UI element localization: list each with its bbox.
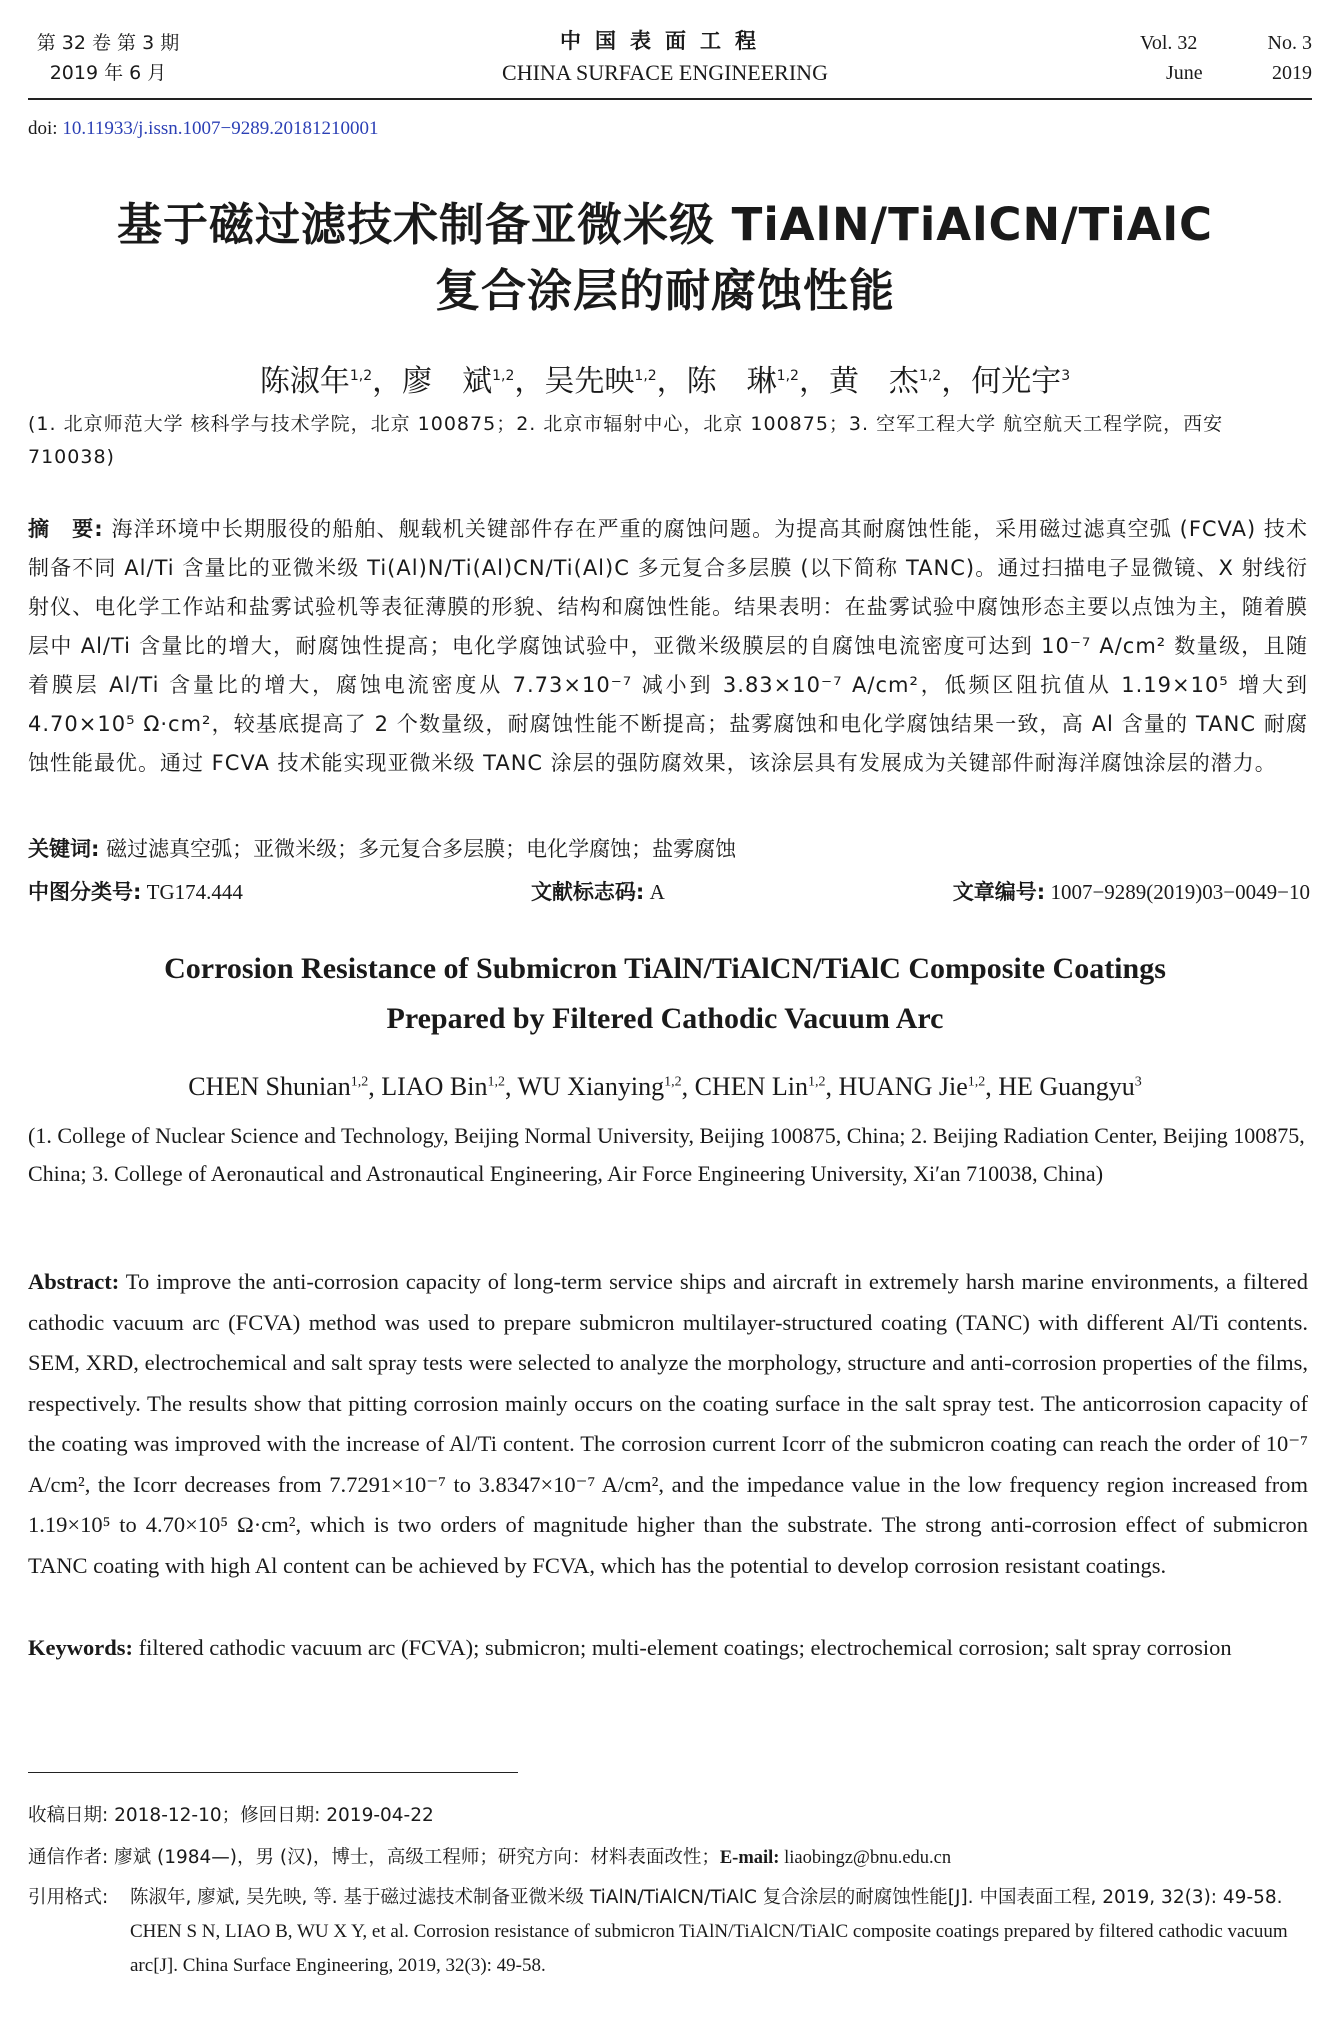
cn-author-affil-mark: 1,2 xyxy=(492,368,515,384)
corresponding-label: 通信作者: xyxy=(28,1847,109,1868)
article-number xyxy=(953,876,1310,906)
doi-line xyxy=(28,118,378,140)
cn-author-separator: ， xyxy=(514,364,545,399)
email-label: E-mail: xyxy=(719,1848,780,1868)
document-code xyxy=(531,876,665,906)
citation-en: CHEN S N, LIAO B, WU X Y, et al. Corrosion resistance of submicron TiAlN/TiAlCN/TiAlC composite coatings prepared by filtered cathodic vacuum arc[J]. China Surface Engineering, 2019, 32(3): 49-58. xyxy=(130,1921,1288,1976)
cn-author-affil-mark: 3 xyxy=(1061,368,1071,384)
footnote-corresponding xyxy=(28,1841,1310,1875)
cn-author-name: 陈 琳 xyxy=(686,364,777,399)
header-rule xyxy=(28,98,1312,100)
title-cn-line1: 基于磁过滤技术制备亚微米级 TiAlN/TiAlCN/TiAlC xyxy=(116,198,1214,251)
clc-value: TG174.444 xyxy=(141,880,243,904)
en-author-affil-mark: 1,2 xyxy=(487,1074,505,1090)
clc-number xyxy=(28,876,243,906)
journal-name xyxy=(0,26,1330,90)
doc-code-label: 文献标志码: xyxy=(530,880,645,904)
revised-label: 修回日期: xyxy=(240,1805,321,1826)
en-author-affil-mark: 1,2 xyxy=(967,1074,986,1090)
keywords-en-text: filtered cathodic vacuum arc (FCVA); submicron; multi-element coatings; electrochemical corrosion; salt spray corrosion xyxy=(133,1635,1232,1660)
en-author-separator: , xyxy=(985,1072,999,1101)
cn-author-name: 廖 斌 xyxy=(402,364,493,399)
en-author-affil-mark: 1,2 xyxy=(664,1074,682,1090)
en-author-affil-mark: 3 xyxy=(1134,1074,1142,1090)
doi-label: doi: xyxy=(28,118,63,139)
keywords-cn-label: 关键词: xyxy=(28,837,100,861)
footnote-dates xyxy=(28,1799,1310,1833)
title-en-line2: Prepared by Filtered Cathodic Vacuum Arc xyxy=(386,1002,944,1035)
year-en: 2019 xyxy=(1272,62,1312,84)
header-vol-no xyxy=(1140,28,1312,88)
authors-en xyxy=(0,1072,1330,1102)
month-en: June xyxy=(1166,62,1203,84)
page-title-en xyxy=(0,944,1330,1044)
keywords-cn-text: 磁过滤真空弧；亚微米级；多元复合多层膜；电化学腐蚀；盐雾腐蚀 xyxy=(99,837,737,861)
abstract-en-label: Abstract: xyxy=(28,1269,120,1294)
volume-en: Vol. 32 xyxy=(1140,32,1198,54)
cn-author-affil-mark: 1,2 xyxy=(349,368,373,384)
doi-link[interactable]: 10.11933/j.issn.1007−9289.20181210001 xyxy=(62,118,379,139)
en-author-separator: , xyxy=(825,1072,839,1101)
cn-author-separator: ， xyxy=(798,364,829,399)
affiliation-en: (1. College of Nuclear Science and Technology, Beijing Normal University, Beijing 100875, China; 2. Beijing Radiation Center, Beijing 100875, China; 3. College of Aeronautical and Astronautical Engineering, Air Force Engineering University, Xi′an 710038, China) xyxy=(28,1123,1305,1186)
affiliation-cn: (1. 北京师范大学 核科学与技术学院，北京 100875；2. 北京市辐射中心，北京 100875；3. 空军工程大学 航空航天工程学院，西安 710038) xyxy=(28,413,1224,468)
cn-author-separator: ， xyxy=(656,364,687,399)
email-address[interactable]: liaobingz@bnu.edu.cn xyxy=(779,1848,952,1868)
volume-issue-cn: 第 32 卷 第 3 期 xyxy=(36,32,180,54)
journal-name-cn: 中国表面工程 xyxy=(560,29,770,53)
page-title-cn xyxy=(0,192,1330,324)
cn-author-name: 黄 杰 xyxy=(828,364,919,399)
doc-code-value: A xyxy=(644,880,665,904)
date-cn: 2019 年 6 月 xyxy=(49,62,167,84)
en-author-affil-mark: 1,2 xyxy=(807,1074,826,1090)
footnote-rule xyxy=(28,1772,518,1773)
en-author-name: WU Xianying xyxy=(517,1072,665,1101)
en-author-name: HUANG Jie xyxy=(838,1072,968,1101)
abstract-en xyxy=(28,1262,1308,1586)
article-number-value: 1007−9289(2019)03−0049−10 xyxy=(1045,880,1310,904)
revised-date: 2019-04-22 xyxy=(320,1805,434,1826)
article-number-label: 文章编号: xyxy=(952,880,1046,904)
abstract-cn-label: 摘 要: xyxy=(28,517,104,541)
journal-name-en: CHINA SURFACE ENGINEERING xyxy=(502,60,828,85)
en-author-name: HE Guangyu xyxy=(998,1072,1135,1101)
cn-author-separator: ， xyxy=(372,364,403,399)
en-author-affil-mark: 1,2 xyxy=(350,1074,369,1090)
keywords-cn xyxy=(28,833,1308,863)
en-author-separator: , xyxy=(681,1072,695,1101)
en-author-name: LIAO Bin xyxy=(381,1072,488,1101)
en-author-name: CHEN Lin xyxy=(694,1072,808,1101)
cn-author-affil-mark: 1,2 xyxy=(776,368,799,384)
corresponding-author: 廖斌 (1984—)，男 (汉)，博士，高级工程师；研究方向：材料表面改性； xyxy=(108,1847,720,1868)
en-author-separator: , xyxy=(368,1072,382,1101)
keywords-en-label: Keywords: xyxy=(28,1635,133,1660)
classification-row xyxy=(28,876,1310,906)
abstract-cn xyxy=(28,510,1308,783)
citation-label: 引用格式: xyxy=(28,1887,109,1908)
title-cn-line2: 复合涂层的耐腐蚀性能 xyxy=(434,264,895,317)
keywords-en xyxy=(28,1628,1308,1669)
cn-author-separator: ， xyxy=(941,364,972,399)
cn-author-name: 陈淑年 xyxy=(259,364,350,399)
cn-author-affil-mark: 1,2 xyxy=(918,368,942,384)
number-en: No. 3 xyxy=(1267,32,1312,54)
cn-author-name: 吴先映 xyxy=(544,364,635,399)
title-en-line1: Corrosion Resistance of Submicron TiAlN/TiAlCN/TiAlC Composite Coatings xyxy=(164,952,1166,985)
received-label: 收稿日期: xyxy=(28,1805,109,1826)
en-author-name: CHEN Shunian xyxy=(188,1072,351,1101)
footnote-citation xyxy=(28,1881,1310,1983)
authors-cn xyxy=(0,356,1330,400)
en-author-separator: , xyxy=(504,1072,518,1101)
cn-author-name: 何光宇 xyxy=(971,364,1062,399)
cn-author-affil-mark: 1,2 xyxy=(634,368,657,384)
received-date: 2018-12-10； xyxy=(108,1805,241,1826)
abstract-cn-text: 海洋环境中长期服役的船舶、舰载机关键部件存在严重的腐蚀问题。为提高其耐腐蚀性能，采用磁过滤真空弧 (FCVA) 技术制备不同 Al/Ti 含量比的亚微米级 Ti(Al)N/Ti(Al)CN/Ti(Al)C 多元复合多层膜 (以下简称 TANC)。通过扫描电子显微镜、X 射线衍射仪、电化学工作站和盐雾试验机等表征薄膜的形貌、结构和腐蚀性能。结果表明：在盐雾试验中腐蚀形态主要以点蚀为主，随着膜层中 Al/Ti 含量比的增大，耐腐蚀性提高；电化学腐蚀试验中，亚微米级膜层的自腐蚀电流密度可达到 10⁻⁷ A/cm² 数量级，且随着膜层 Al/Ti 含量比的增大，腐蚀电流密度从 7.73×10⁻⁷ 减小到 3.83×10⁻⁷ A/cm²，低频区阻抗值从 1.19×10⁵ 增大到 4.70×10⁵ Ω·cm²，较基底提高了 2 个数量级，耐腐蚀性能不断提高；盐雾腐蚀和电化学腐蚀结果一致，高 Al 含量的 TANC 耐腐蚀性能最优。通过 FCVA 技术能实现亚微米级 TANC 涂层的强防腐效果，该涂层具有发展成为关键部件耐海洋腐蚀涂层的潜力。 xyxy=(28,517,1308,775)
clc-label: 中图分类号: xyxy=(28,880,142,904)
abstract-en-text: To improve the anti-corrosion capacity of long-term service ships and aircraft in extremely harsh marine environments, a filtered cathodic vacuum arc (FCVA) method was used to prepare submicron multilayer-structured coating (TANC) with different Al/Ti contents. SEM, XRD, electrochemical and salt spray tests were selected to analyze the morphology, structure and anti-corrosion properties of the films, respectively. The results show that pitting corrosion mainly occurs on the coating surface in the salt spray test. The anticorrosion capacity of the coating was improved with the increase of Al/Ti content. The corrosion current Icorr of the submicron coating can reach the order of 10⁻⁷ A/cm², the Icorr decreases from 7.7291×10⁻⁷ to 3.8347×10⁻⁷ A/cm², and the impedance value in the low frequency region increased from 1.19×10⁵ to 4.70×10⁵ Ω·cm², which is two orders of magnitude higher than the substrate. The strong anti-corrosion effect of submicron TANC coating with high Al content can be achieved by FCVA, which has the potential to develop corrosion resistant coatings. xyxy=(28,1269,1308,1578)
citation-cn: 陈淑年, 廖斌, 吴先映, 等. 基于磁过滤技术制备亚微米级 TiAlN/TiAlCN/TiAlC 复合涂层的耐腐蚀性能[J]. 中国表面工程, 2019, 32(3): 49-58. xyxy=(130,1887,1283,1908)
